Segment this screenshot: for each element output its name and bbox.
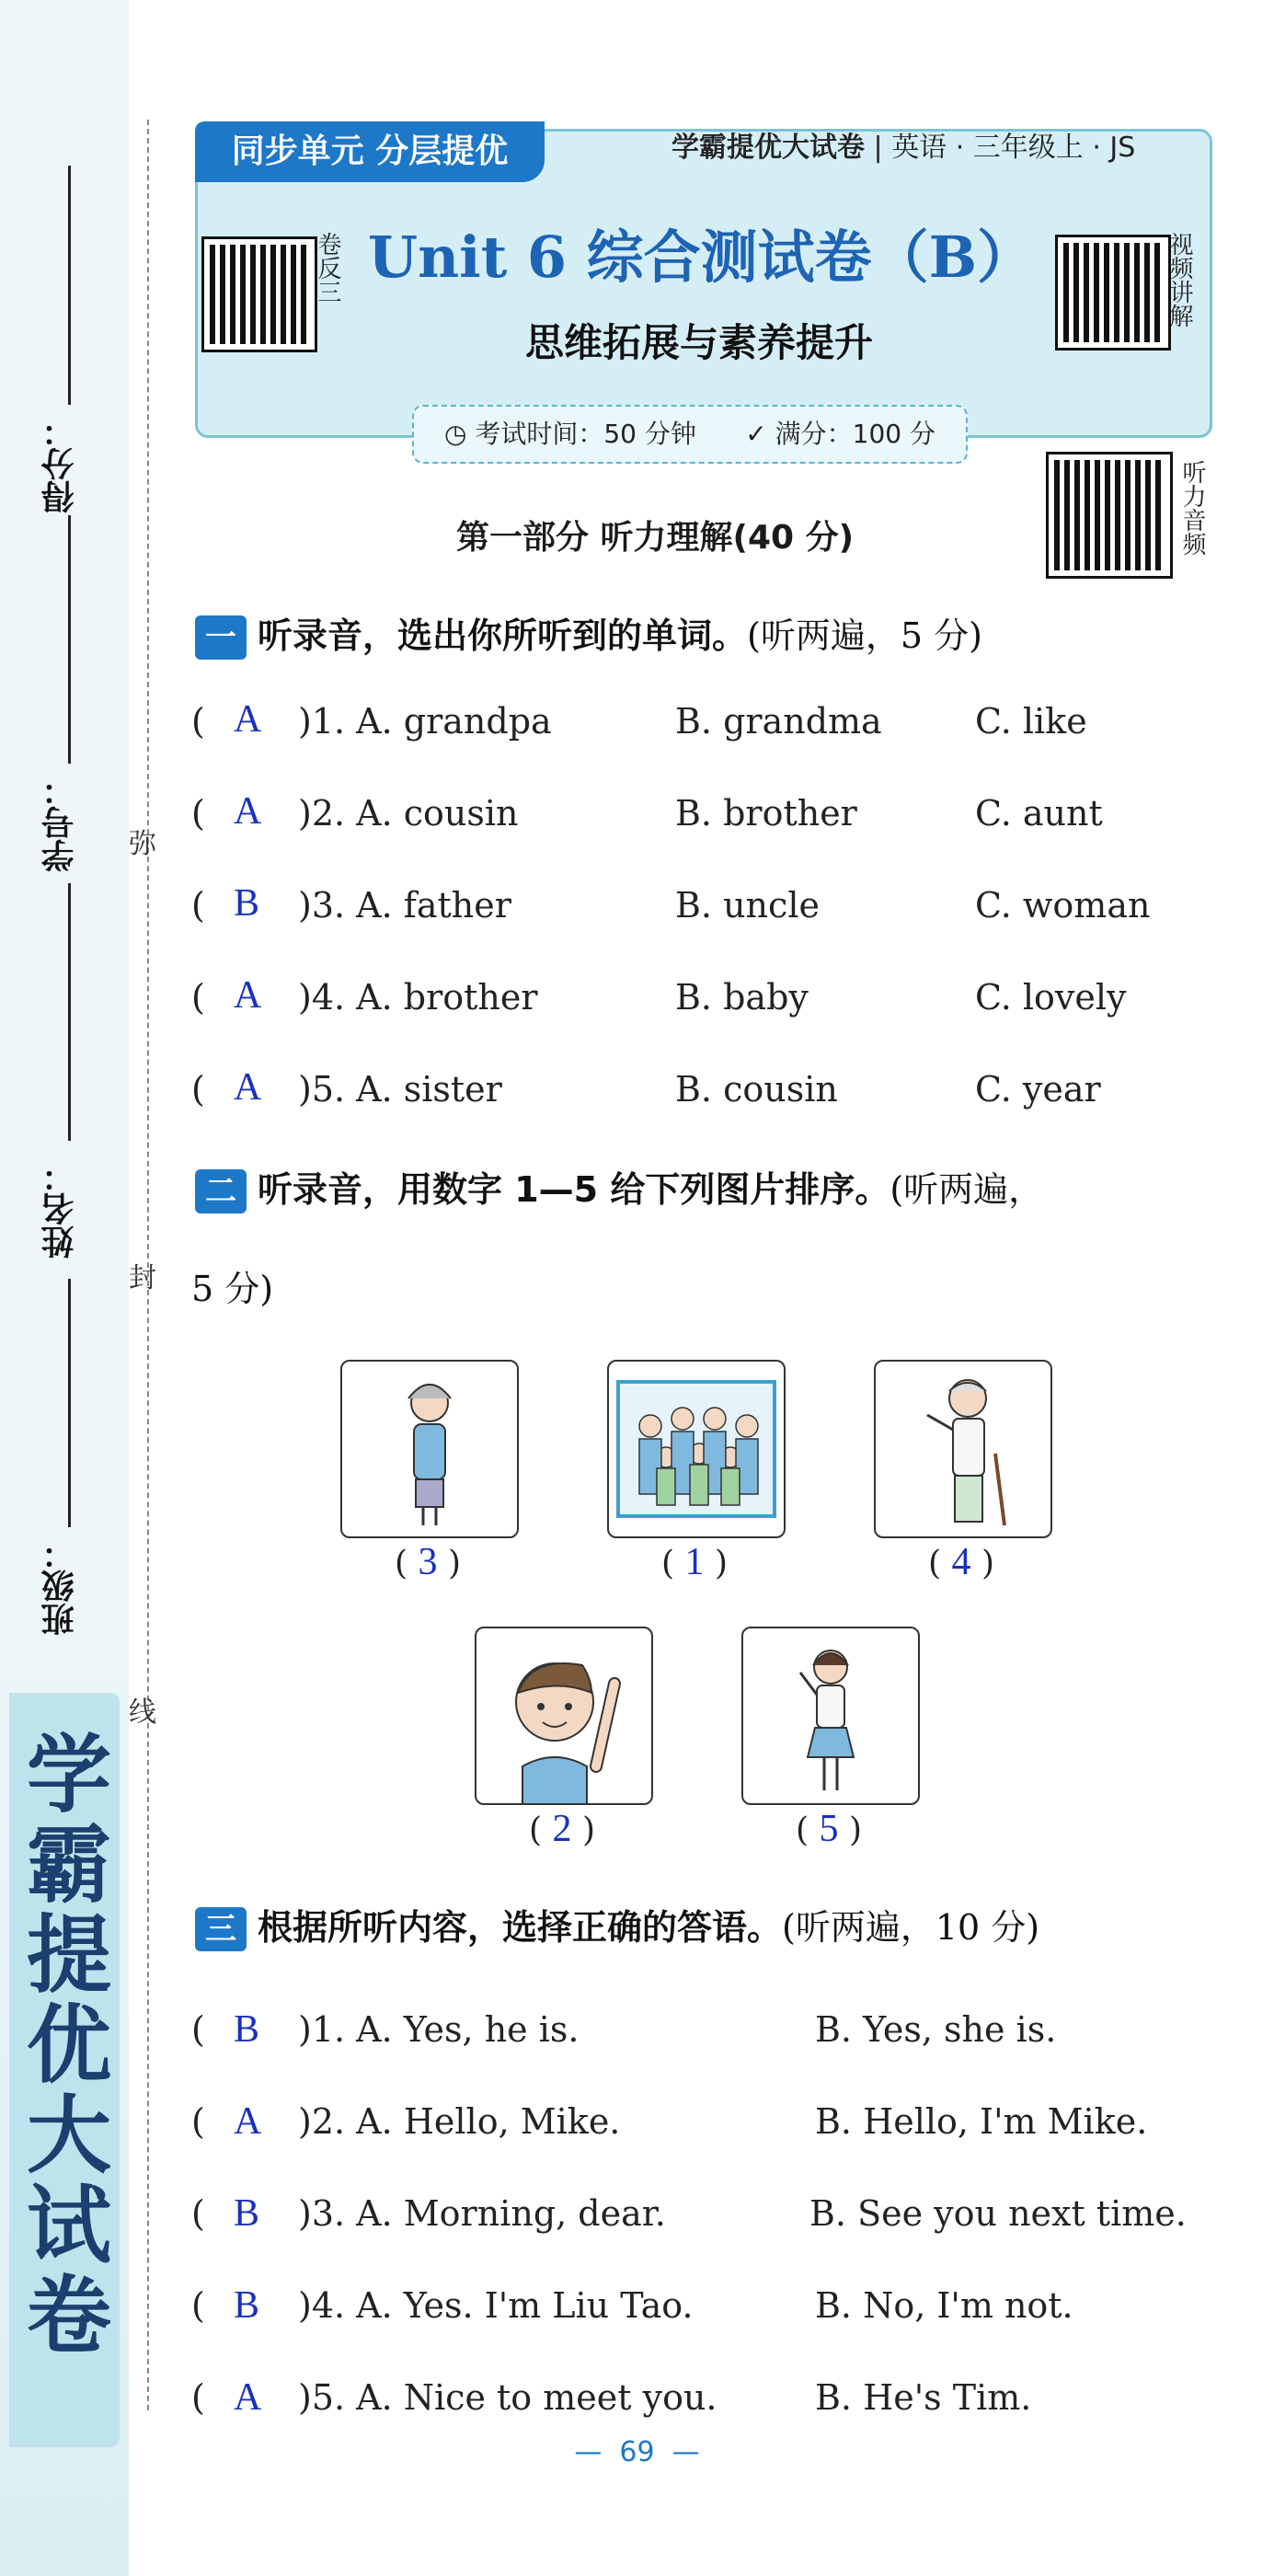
series-tag: 同步单元 分层提优 bbox=[195, 121, 545, 182]
name-field-line bbox=[68, 883, 71, 1141]
qr-code-left[interactable] bbox=[204, 239, 315, 350]
page-title: Unit 6 综合测试卷（B） bbox=[368, 224, 1035, 291]
brand-vertical-text: 学霸提优大试卷 bbox=[13, 1730, 112, 2361]
q1-option-a: )3. A. father bbox=[298, 885, 511, 926]
picture-grandma-label: ( 3 ) bbox=[395, 1541, 461, 1583]
picture-family bbox=[607, 1360, 786, 1538]
qr-left-label: 卷反三 bbox=[314, 232, 341, 304]
q1-option-c: C. lovely bbox=[975, 977, 1127, 1018]
q1-option-c: C. year bbox=[975, 1069, 1101, 1110]
section-1-points: (听两遍，5 分) bbox=[747, 615, 982, 656]
class-field-line bbox=[68, 1279, 71, 1527]
q1-answer: A bbox=[234, 1066, 262, 1109]
student-id-field-line bbox=[68, 515, 71, 764]
picture-family-answer: 1 bbox=[684, 1541, 705, 1583]
part-heading: 第一部分 听力理解(40 分) bbox=[455, 519, 855, 557]
q1-option-b: B. baby bbox=[675, 977, 809, 1018]
q3-answer: A bbox=[234, 2376, 262, 2419]
clock-icon: ◷ bbox=[443, 419, 467, 449]
page-number: — 69 — bbox=[574, 2436, 700, 2468]
q3-answer: B bbox=[234, 2192, 260, 2235]
q3-option-a: )1. A. Yes, he is. bbox=[298, 2009, 580, 2050]
section-3-number: 三 bbox=[195, 1907, 247, 1951]
q1-answer: A bbox=[234, 790, 262, 833]
q3-answer: B bbox=[234, 2008, 260, 2051]
section-2-number: 二 bbox=[195, 1169, 247, 1213]
picture-grandma bbox=[340, 1360, 519, 1538]
q3-option-a: )4. A. Yes. I'm Liu Tao. bbox=[298, 2285, 694, 2326]
section-2-heading bbox=[195, 1161, 1043, 1213]
picture-boy-waving bbox=[475, 1627, 653, 1805]
picture-girl-label: ( 5 ) bbox=[796, 1808, 862, 1850]
section-3-heading bbox=[195, 1899, 1039, 1951]
q3-option-b: B. See you next time. bbox=[809, 2193, 1187, 2234]
q1-option-b: B. grandma bbox=[675, 701, 882, 742]
q1-option-b: B. brother bbox=[675, 793, 857, 834]
class-field-label: 班级： bbox=[41, 1536, 79, 1636]
picture-grandpa-answer: 4 bbox=[951, 1541, 971, 1583]
q3-option-a: )3. A. Morning, dear. bbox=[298, 2193, 666, 2234]
student-id-field-label: 学号： bbox=[41, 773, 79, 872]
section-1-title: 听录音，选出你所听到的单词。 bbox=[258, 615, 748, 656]
fold-mark-feng: 封 bbox=[129, 1262, 156, 1294]
picture-boy-label: ( 2 ) bbox=[529, 1808, 595, 1850]
q1-option-b: B. uncle bbox=[675, 885, 820, 926]
exam-time: 考试时间：50 分钟 bbox=[475, 419, 696, 449]
qr-video-label: 视频讲解 bbox=[1165, 232, 1193, 328]
exam-info-box bbox=[412, 405, 968, 464]
section-2-points-cont: 5 分) bbox=[191, 1269, 274, 1309]
section-2-heading-cont bbox=[191, 1260, 273, 1311]
q3-option-a: )2. A. Hello, Mike. bbox=[298, 2101, 621, 2142]
score-field-line bbox=[68, 166, 71, 405]
picture-family-label: ( 1 ) bbox=[661, 1541, 728, 1583]
q1-option-b: B. cousin bbox=[675, 1069, 838, 1110]
q1-answer: A bbox=[234, 698, 262, 741]
q3-option-b: B. He's Tim. bbox=[815, 2377, 1032, 2418]
picture-boy-answer: 2 bbox=[552, 1808, 572, 1850]
q1-option-c: C. woman bbox=[975, 885, 1151, 926]
picture-girl bbox=[741, 1627, 920, 1805]
score-field-label: 得分： bbox=[41, 414, 79, 513]
q1-option-a: )4. A. brother bbox=[298, 977, 538, 1018]
q3-option-a: )5. A. Nice to meet you. bbox=[298, 2377, 717, 2418]
qr-audio-label: 听力音频 bbox=[1178, 460, 1206, 556]
picture-grandpa bbox=[874, 1360, 1052, 1538]
series-name: 学霸提优大试卷 bbox=[671, 132, 865, 164]
section-2-points: (听两遍， bbox=[890, 1169, 1044, 1210]
series-meta: 英语 · 三年级上 · JS bbox=[891, 132, 1136, 164]
q3-option-b: B. No, I'm not. bbox=[815, 2285, 1073, 2326]
section-2-title: 听录音，用数字 1—5 给下列图片排序。 bbox=[258, 1169, 890, 1210]
q1-option-c: C. aunt bbox=[975, 793, 1103, 834]
picture-grandma-answer: 3 bbox=[418, 1541, 438, 1583]
qr-code-video[interactable] bbox=[1058, 237, 1168, 348]
q1-option-c: C. like bbox=[975, 701, 1087, 742]
section-1-number: 一 bbox=[195, 615, 247, 660]
picture-grandpa-label: ( 4 ) bbox=[928, 1541, 994, 1583]
q3-option-b: B. Yes, she is. bbox=[815, 2009, 1057, 2050]
page-subtitle: 思维拓展与素养提升 bbox=[524, 320, 873, 365]
page-number-value: 69 bbox=[619, 2436, 655, 2468]
picture-girl-answer: 5 bbox=[819, 1808, 839, 1850]
q1-answer: B bbox=[234, 882, 260, 925]
q3-answer: A bbox=[234, 2100, 262, 2143]
q3-answer: B bbox=[234, 2284, 260, 2327]
q1-option-a: )1. A. grandpa bbox=[298, 701, 552, 742]
check-icon: ✓ bbox=[745, 419, 767, 449]
q1-option-a: )2. A. cousin bbox=[298, 793, 519, 834]
series-title: 学霸提优大试卷 | 英语 · 三年级上 · JS bbox=[671, 132, 1136, 164]
full-score: 满分：100 分 bbox=[775, 419, 935, 449]
q1-option-a: )5. A. sister bbox=[298, 1069, 502, 1110]
fold-mark-mi: 弥 bbox=[129, 828, 156, 860]
q3-option-b: B. Hello, I'm Mike. bbox=[815, 2101, 1148, 2142]
section-3-title: 根据所听内容，选择正确的答语。 bbox=[258, 1907, 783, 1948]
name-field-label: 姓名： bbox=[41, 1159, 79, 1259]
section-1-heading bbox=[195, 607, 982, 660]
section-3-points: (听两遍，10 分) bbox=[782, 1907, 1040, 1948]
q1-answer: A bbox=[234, 974, 262, 1017]
fold-mark-xian: 线 bbox=[129, 1696, 156, 1729]
